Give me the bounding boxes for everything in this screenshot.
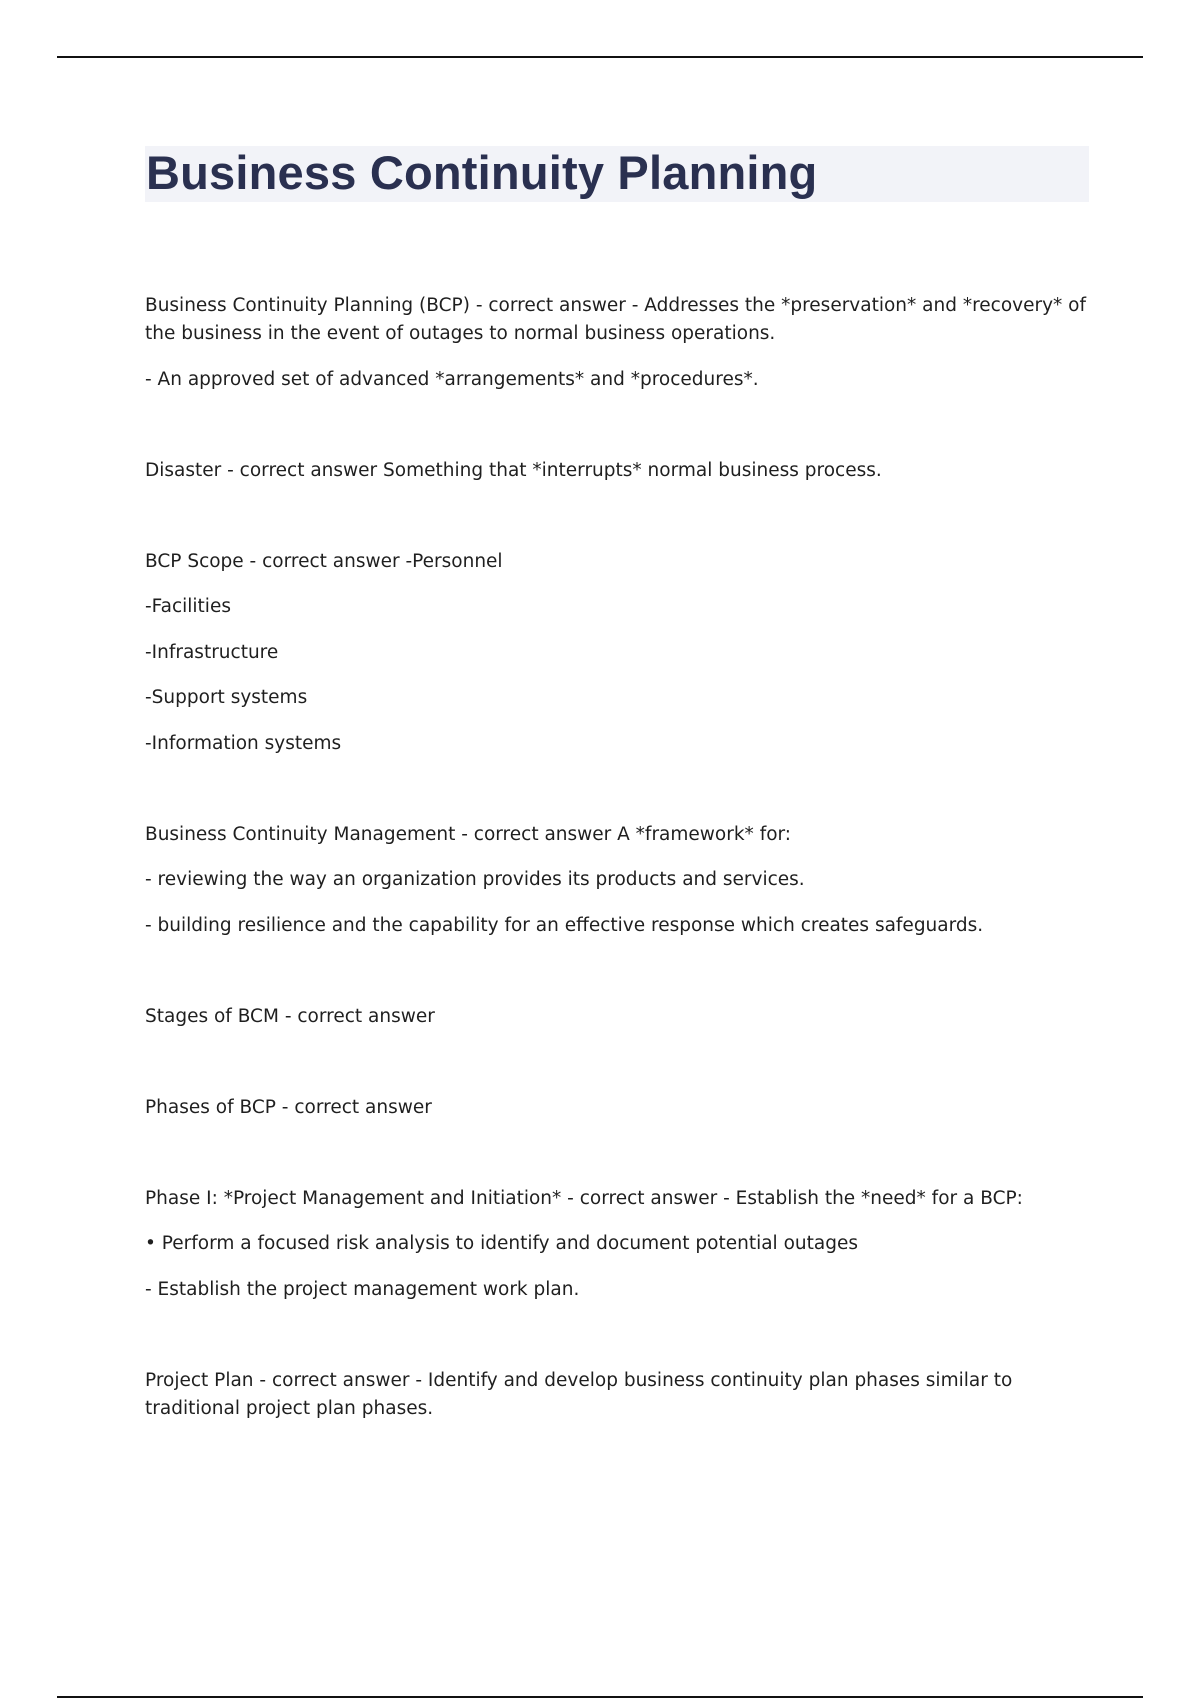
entry-phases-of-bcp: Phases of BCP - correct answer bbox=[145, 1097, 432, 1118]
entry-phase-1-risk-analysis: • Perform a focused risk analysis to identify and document potential outages bbox=[145, 1233, 858, 1254]
entry-bcp-scope: BCP Scope - correct answer -Personnel bbox=[145, 551, 503, 572]
page-bottom-rule bbox=[57, 1696, 1143, 1698]
entry-stages-of-bcm: Stages of BCM - correct answer bbox=[145, 1006, 435, 1027]
page-title: Business Continuity Planning bbox=[146, 146, 818, 199]
page-top-rule bbox=[57, 56, 1143, 58]
entry-bcm: Business Continuity Management - correct answer A *framework* for: bbox=[145, 824, 792, 845]
scope-item-information-systems: -Information systems bbox=[145, 733, 342, 754]
entry-bcm-reviewing: - reviewing the way an organization provides its products and services. bbox=[145, 869, 805, 890]
scope-item-support-systems: -Support systems bbox=[145, 687, 308, 708]
entry-bcm-resilience: - building resilience and the capability for an effective response which creates safeguards. bbox=[145, 915, 984, 936]
entry-phase-1-work-plan: - Establish the project management work plan. bbox=[145, 1279, 580, 1300]
entry-disaster: Disaster - correct answer Something that *interrupts* normal business process. bbox=[145, 460, 882, 481]
scope-item-infrastructure: -Infrastructure bbox=[145, 642, 279, 663]
entry-bcp-definition: Business Continuity Planning (BCP) - correct answer - Addresses the *preservation* and *recovery* of the business in the event of outages to normal business operations. bbox=[145, 295, 1087, 344]
entry-bcp-definition-detail: - An approved set of advanced *arrangements* and *procedures*. bbox=[145, 369, 759, 390]
scope-item-facilities: -Facilities bbox=[145, 596, 231, 617]
entry-phase-1: Phase I: *Project Management and Initiation* - correct answer - Establish the *need* for a BCP: bbox=[145, 1188, 1023, 1209]
entry-project-plan: Project Plan - correct answer - Identify and develop business continuity plan phases similar to traditional project plan phases. bbox=[145, 1370, 1013, 1419]
